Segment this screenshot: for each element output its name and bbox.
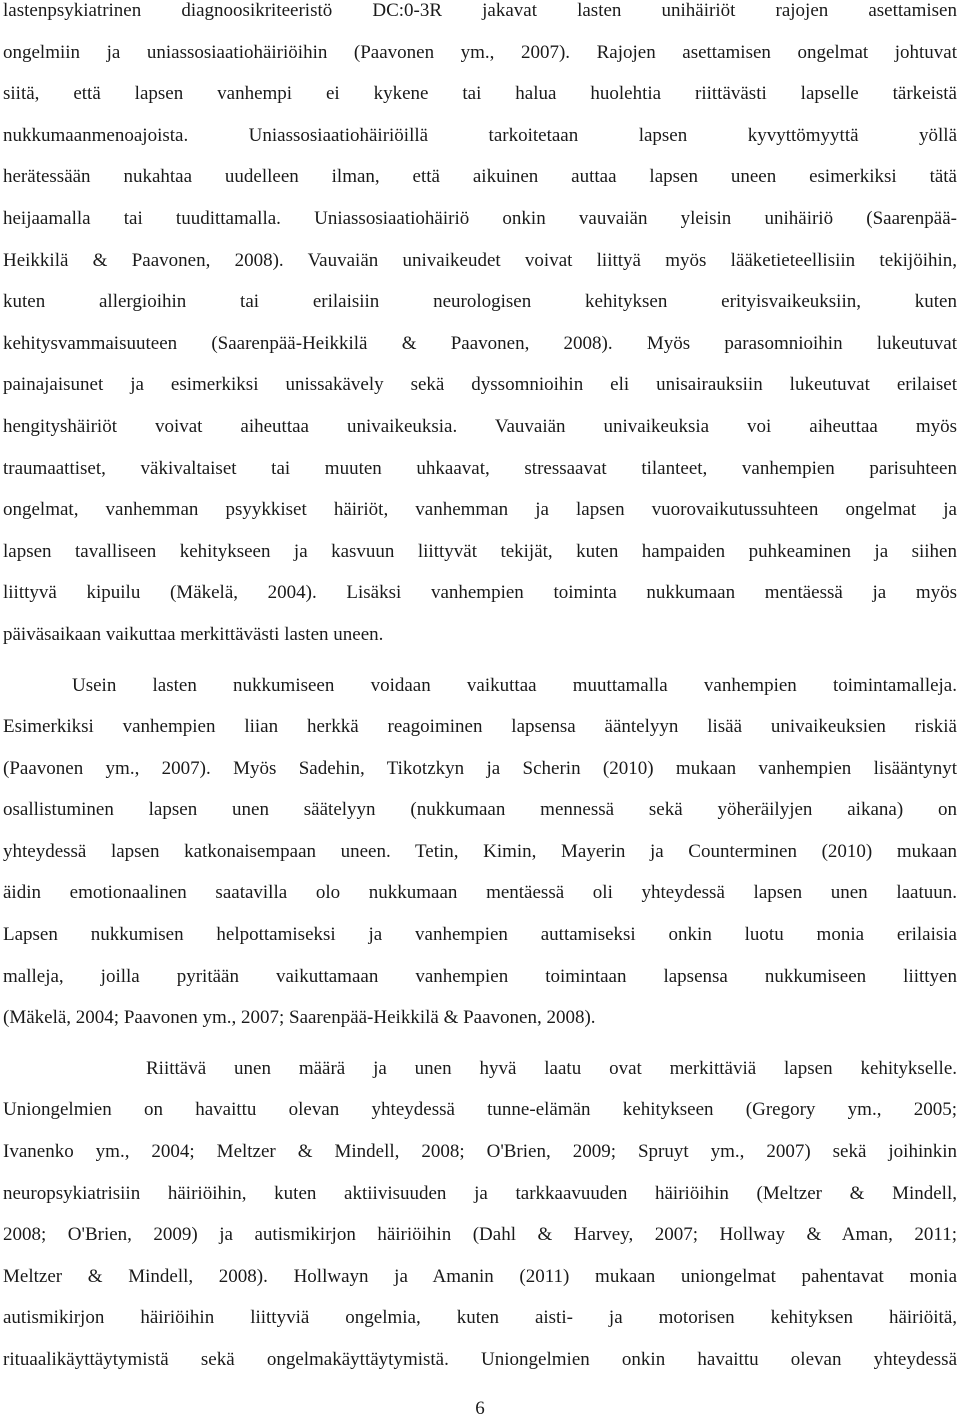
text-line: päiväsaikaan vaikuttaa merkittävästi lasten uneen. [3,623,384,645]
text-line: traumaattiset, väkivaltaiset tai muuten uhkaavat, stressaavat tilanteet, vanhempien parisuhteen [3,457,957,479]
text-line: liittyvä kipuilu (Mäkelä, 2004). Lisäksi vanhempien toiminta nukkumaan mentäessä ja myös [3,582,957,604]
text-line: Heikkilä & Paavonen, 2008). Vauvaiän univaikeudet voivat liittyä myös lääketieteellisiin tekijöihin, [3,249,957,271]
text-line: kehitysvammaisuuteen (Saarenpää-Heikkilä & Paavonen, 2008). Myös parasomnioihin lukeutuvat [3,332,957,354]
text-line: (Mäkelä, 2004; Paavonen ym., 2007; Saarenpää-Heikkilä & Paavonen, 2008). [3,1007,596,1029]
paragraph-2 [3,665,957,1039]
text-line: nukkumaanmenoajoista. Uniassosiaatiohäiriöillä tarkoitetaan lapsen kyvyttömyyttä yöllä [3,124,957,146]
text-line: kuten allergioihin tai erilaisiin neurologisen kehityksen erityisvaikeuksiin, kuten [3,291,957,313]
text-line: osallistuminen lapsen unen säätelyyn (nukkumaan mennessä sekä yöheräilyjen aikana) on [3,799,957,821]
text-line: herätessään nukahtaa uudelleen ilman, että aikuinen auttaa lapsen uneen esimerkiksi tätä [3,166,957,188]
paragraph-3 [3,1048,957,1381]
text-line: Esimerkiksi vanhempien liian herkkä reagoiminen lapsensa ääntelyyn lisää univaikeuksien riskiä [3,716,957,738]
text-line: lastenpsykiatrinen diagnoosikriteeristö DC:0-3R jakavat lasten unihäiriöt rajojen asettamisen [3,0,957,21]
text-line: 2008; O'Brien, 2009) ja autismikirjon häiriöihin (Dahl & Harvey, 2007; Hollway & Aman, 2011; [3,1224,957,1246]
text-line: autismikirjon häiriöihin liittyviä ongelmia, kuten aisti- ja motorisen kehityksen häiriöitä, [3,1307,957,1329]
text-line: lapsen tavalliseen kehitykseen ja kasvuun liittyvät tekijät, kuten hampaiden puhkeaminen ja siihen [3,540,957,562]
text-line: Ivanenko ym., 2004; Meltzer & Mindell, 2008; O'Brien, 2009; Spruyt ym., 2007) sekä joihinkin [3,1141,957,1163]
text-line: neuropsykiatrisiin häiriöihin, kuten aktiivisuuden ja tarkkaavuuden häiriöihin (Meltzer & Mindell, [3,1182,957,1204]
text-line: ongelmat, vanhemman psyykkiset häiriöt, vanhemman ja lapsen vuorovaikutussuhteen ongelmat ja [3,499,957,521]
text-line: painajaisunet ja esimerkiksi unissakävely sekä dyssomnioihin eli unisairauksiin lukeutuvat erilaiset [3,374,957,396]
text-line: siitä, että lapsen vanhempi ei kykene tai halua huolehtia riittävästi lapselle tärkeistä [3,83,957,105]
text-line: Lapsen nukkumisen helpottamiseksi ja vanhempien auttamiseksi onkin luotu monia erilaisia [3,924,957,946]
text-line: heijaamalla tai tuudittamalla. Uniassosiaatiohäiriö onkin vauvaiän yleisin unihäiriö (Saarenpää- [3,207,957,229]
text-line: ongelmiin ja uniassosiaatiohäiriöihin (Paavonen ym., 2007). Rajojen asettamisen ongelmat johtuvat [3,41,957,63]
text-line: (Paavonen ym., 2007). Myös Sadehin, Tikotzkyn ja Scherin (2010) mukaan vanhempien lisääntynyt [3,757,957,779]
page-number: 6 [475,1398,485,1419]
text-line: äidin emotionaalinen saatavilla olo nukkumaan mentäessä oli yhteydessä lapsen unen laatuun. [3,882,957,904]
text-line: Uniongelmien on havaittu olevan yhteydessä tunne-elämän kehitykseen (Gregory ym., 2005; [3,1099,957,1121]
text-line: Usein lasten nukkumiseen voidaan vaikuttaa muuttamalla vanhempien toimintamalleja. [72,674,957,696]
text-line: rituaalikäyttäytymistä sekä ongelmakäyttäytymistä. Uniongelmien onkin havaittu olevan yhteydessä [3,1349,957,1370]
text-line: hengityshäiriöt voivat aiheuttaa univaikeuksia. Vauvaiän univaikeuksia voi aiheuttaa myös [3,415,957,437]
text-line: Riittävä unen määrä ja unen hyvä laatu ovat merkittäviä lapsen kehitykselle. [146,1057,957,1079]
paragraph-1 [3,0,957,656]
body-text [3,0,957,1381]
text-line: yhteydessä lapsen katkonaisempaan uneen. Tetin, Kimin, Mayerin ja Counterminen (2010) mukaan [3,840,957,862]
text-line: malleja, joilla pyritään vaikuttamaan vanhempien toimintaan lapsensa nukkumiseen liittyen [3,965,957,987]
text-line: Meltzer & Mindell, 2008). Hollwayn ja Amanin (2011) mukaan uniongelmat pahentavat monia [3,1265,957,1287]
